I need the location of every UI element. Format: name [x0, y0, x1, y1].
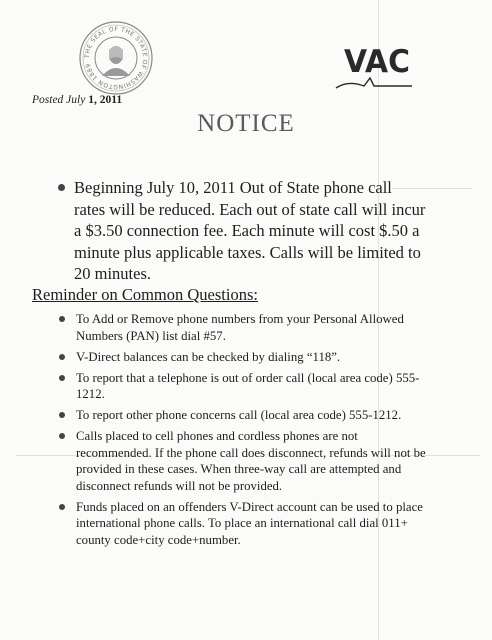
list-item-text: Funds placed on an offenders V-Direct account can be used to place international phone calls. To place an international call dial 011+ county code+city code+number. — [76, 499, 423, 547]
list-item-text: To Add or Remove phone numbers from your Personal Allowed Numbers (PAN) list dial #57. — [76, 312, 404, 343]
list-item-text: Calls placed to cell phones and cordless phones are not recommended. If the phone call does disconnect, refunds will not be provided in these cases. When three-way call are attempted and disconnect refunds will not be provided. — [76, 429, 426, 493]
svg-text:THE SEAL OF THE STATE OF WASHI: THE SEAL OF THE STATE OF WASHINGTON 1889 — [83, 25, 149, 91]
bullet-icon — [59, 433, 65, 439]
list-item-text: V-Direct balances can be checked by dialing “118”. — [76, 349, 341, 364]
vac-logo — [334, 34, 414, 94]
reminder-list — [46, 311, 426, 553]
list-item — [46, 428, 426, 494]
bullet-icon — [59, 375, 65, 381]
bullet-icon — [59, 354, 65, 360]
svg-text:VAC: VAC — [344, 44, 410, 80]
posted-date — [32, 94, 122, 106]
state-seal-icon — [78, 20, 154, 96]
page-title: NOTICE — [197, 110, 295, 137]
list-item — [46, 370, 426, 403]
lead-paragraph: Beginning July 10, 2011 Out of State phone call rates will be reduced. Each out of state call will incur a $3.50 connection fee. Each minute will cost $.50 a minute plus applicable taxes. Calls will be limited to 20 minutes. — [74, 178, 426, 283]
bullet-icon — [59, 316, 65, 322]
posted-day-year: 1, 2011 — [88, 94, 123, 106]
list-item — [46, 407, 426, 424]
list-item — [46, 311, 426, 344]
bullet-icon — [58, 184, 65, 191]
list-item-text: To report other phone concerns call (local area code) 555-1212. — [76, 408, 402, 422]
bullet-icon — [59, 412, 65, 418]
list-item — [46, 499, 426, 549]
bullet-icon — [59, 504, 65, 510]
list-item — [46, 349, 426, 366]
posted-prefix: Posted July — [32, 94, 86, 106]
list-item-text: To report that a telephone is out of order call (local area code) 555-1212. — [76, 370, 420, 401]
reminder-heading: Reminder on Common Questions: — [32, 285, 258, 304]
